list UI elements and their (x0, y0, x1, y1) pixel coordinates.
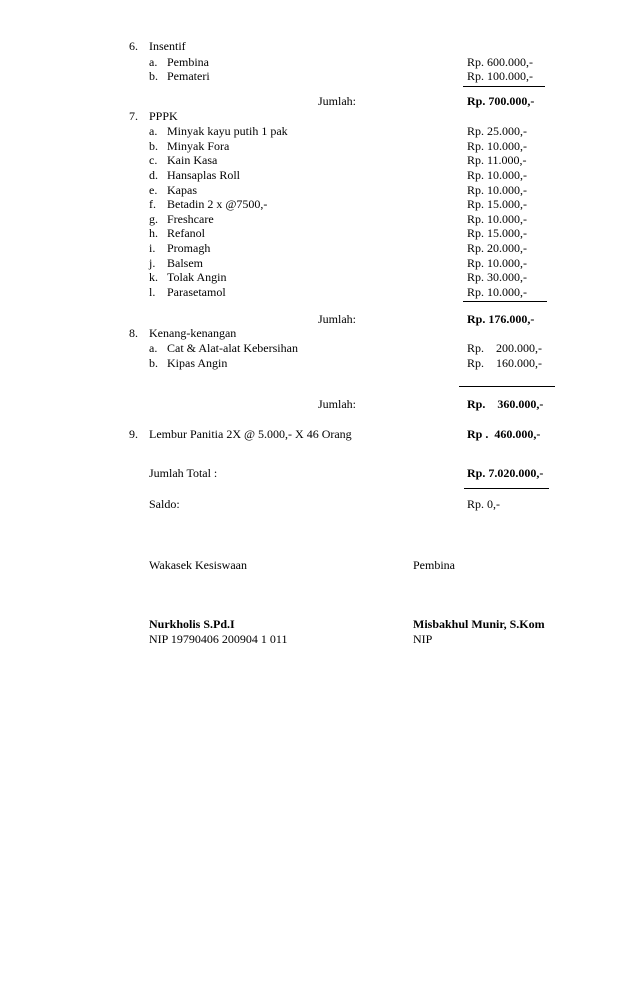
section-number: 8. (129, 326, 138, 340)
item-label: Kain Kasa (167, 153, 218, 167)
item-letter: i. (149, 241, 156, 255)
subtotal-label: Jumlah: (318, 94, 356, 108)
grand-total-amount: Rp. 7.020.000,- (467, 466, 544, 480)
item-letter: e. (149, 183, 158, 197)
signatory-right-name: Misbakhul Munir, S.Kom (413, 617, 545, 631)
item-amount: Rp. 11.000,- (467, 153, 527, 167)
saldo-label: Saldo: (149, 497, 180, 511)
item-label: Tolak Angin (167, 270, 227, 284)
item-letter: b. (149, 69, 158, 83)
item-letter: a. (149, 124, 158, 138)
grand-total-rule (464, 488, 549, 489)
item-letter: d. (149, 168, 158, 182)
section-title: PPPK (149, 109, 178, 123)
item-label: Kapas (167, 183, 197, 197)
item-amount: Rp. 25.000,- (467, 124, 527, 138)
signatory-right-nip: NIP (413, 632, 433, 646)
subtotal-amount: Rp. 176.000,- (467, 312, 535, 326)
item-letter: c. (149, 153, 158, 167)
item-letter: a. (149, 341, 158, 355)
section-title: Kenang-kenangan (149, 326, 237, 340)
signatory-left-name: Nurkholis S.Pd.I (149, 617, 235, 631)
subtotal-label: Jumlah: (318, 312, 356, 326)
item-amount: Rp. 10.000,- (467, 183, 527, 197)
item-label: Lembur Panitia 2X @ 5.000,- X 46 Orang (149, 427, 352, 441)
item-letter: j. (149, 256, 156, 270)
item-label: Pembina (167, 55, 209, 69)
section-title: Insentif (149, 39, 186, 53)
item-amount: Rp. 10.000,- (467, 212, 527, 226)
section-number: 6. (129, 39, 138, 53)
item-label: Betadin 2 x @7500,- (167, 197, 268, 211)
signatory-left-role: Wakasek Kesiswaan (149, 558, 247, 572)
item-label: Kipas Angin (167, 356, 228, 370)
item-label: Balsem (167, 256, 203, 270)
item-label: Minyak kayu putih 1 pak (167, 124, 288, 138)
item-label: Freshcare (167, 212, 214, 226)
item-label: Hansaplas Roll (167, 168, 240, 182)
grand-total-label: Jumlah Total : (149, 466, 218, 480)
saldo-amount: Rp. 0,- (467, 497, 500, 511)
item-amount: Rp. 10.000,- (467, 285, 527, 299)
item-letter: a. (149, 55, 158, 69)
section-number: 7. (129, 109, 138, 123)
item-letter: f. (149, 197, 156, 211)
signatory-left-nip: NIP 19790406 200904 1 011 (149, 632, 288, 646)
item-amount: Rp. 10.000,- (467, 256, 527, 270)
subtotal-rule (463, 301, 547, 302)
item-letter: l. (149, 285, 156, 299)
item-label: Parasetamol (167, 285, 226, 299)
subtotal-amount: Rp. 700.000,- (467, 94, 535, 108)
signatory-right-role: Pembina (413, 558, 455, 572)
item-amount: Rp . 460.000,- (467, 427, 541, 441)
item-amount: Rp. 100.000,- (467, 69, 533, 83)
section-number: 9. (129, 427, 138, 441)
item-label: Promagh (167, 241, 211, 255)
item-amount: Rp. 20.000,- (467, 241, 527, 255)
subtotal-rule (459, 386, 555, 387)
item-amount: Rp. 160.000,- (467, 356, 542, 370)
item-letter: h. (149, 226, 158, 240)
item-label: Cat & Alat-alat Kebersihan (167, 341, 298, 355)
item-amount: Rp. 30.000,- (467, 270, 527, 284)
subtotal-label: Jumlah: (318, 397, 356, 411)
item-amount: Rp. 600.000,- (467, 55, 533, 69)
item-label: Minyak Fora (167, 139, 230, 153)
item-label: Refanol (167, 226, 205, 240)
item-amount: Rp. 10.000,- (467, 168, 527, 182)
item-amount: Rp. 200.000,- (467, 341, 542, 355)
subtotal-rule (463, 86, 545, 87)
item-amount: Rp. 15.000,- (467, 197, 527, 211)
item-letter: b. (149, 356, 158, 370)
item-label: Pemateri (167, 69, 210, 83)
item-amount: Rp. 15.000,- (467, 226, 527, 240)
item-amount: Rp. 10.000,- (467, 139, 527, 153)
item-letter: b. (149, 139, 158, 153)
item-letter: g. (149, 212, 158, 226)
item-letter: k. (149, 270, 158, 284)
subtotal-amount: Rp. 360.000,- (467, 397, 544, 411)
